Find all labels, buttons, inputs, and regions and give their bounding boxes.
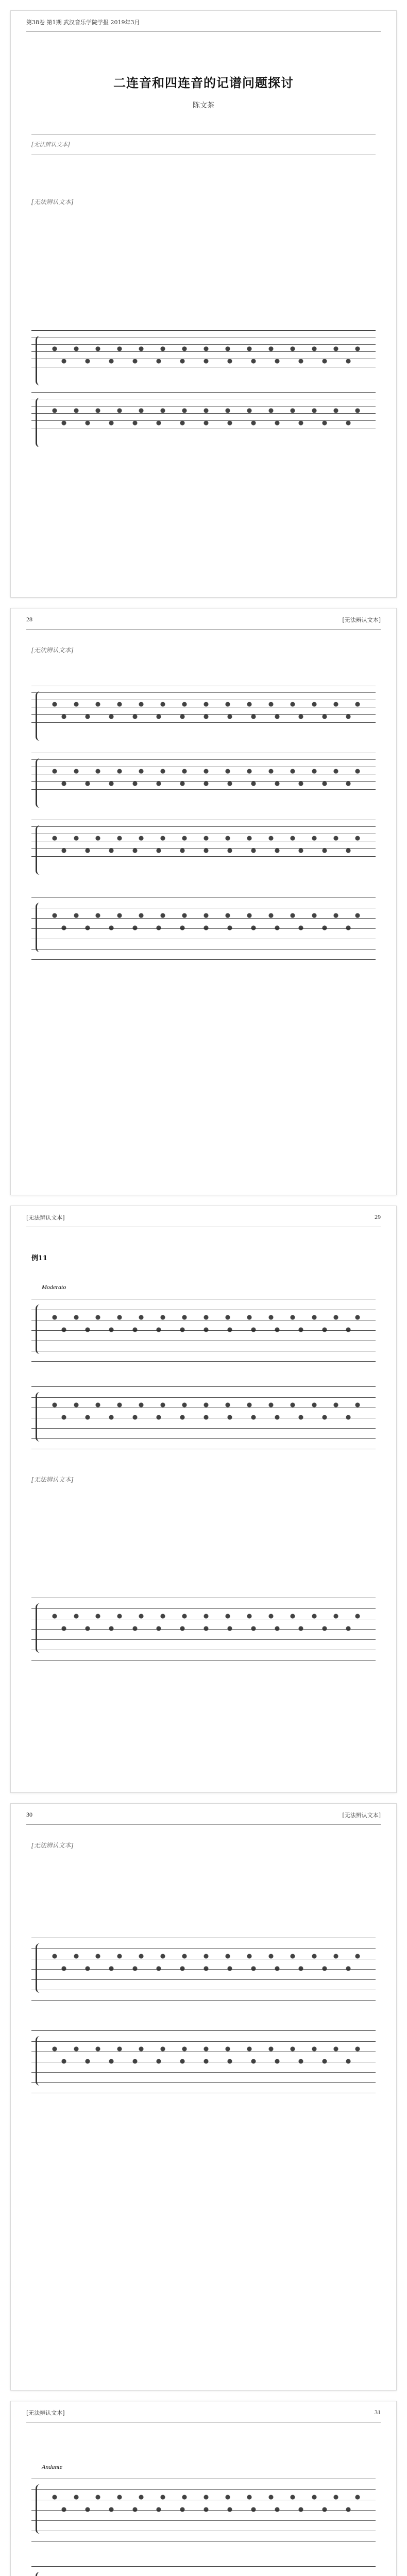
page-3-body	[31, 1474, 376, 1485]
tempo-marking: Moderato	[42, 1283, 66, 1291]
music-example-4	[31, 753, 376, 790]
music-notes	[52, 769, 367, 800]
journal-page-1	[10, 10, 397, 598]
page-number: 30	[26, 1811, 32, 1818]
header-rule	[26, 629, 381, 630]
music-notes	[52, 346, 367, 377]
music-example-12	[31, 1598, 376, 1660]
page-number: 29	[375, 1213, 381, 1221]
journal-page-5	[10, 2401, 397, 2576]
music-example-1	[31, 330, 376, 367]
page-4-body	[31, 1840, 376, 1851]
music-example-11	[31, 1299, 376, 1362]
page-4-body-text: [无法辨认文本]	[31, 1842, 74, 1849]
music-example-14	[31, 2479, 376, 2541]
music-example-3	[31, 686, 376, 723]
tempo-marking: Andante	[42, 2463, 62, 2470]
journal-page-2	[10, 608, 397, 1195]
music-example-11b	[31, 1386, 376, 1449]
music-example-6	[31, 897, 376, 960]
music-example-2	[31, 392, 376, 429]
page-2-body-text: [无法辨认文本]	[31, 647, 74, 654]
header-rule	[26, 31, 381, 32]
music-notes	[52, 702, 367, 733]
music-example-13b	[31, 2030, 376, 2093]
article-title-block	[31, 73, 376, 110]
journal-page-4	[10, 1803, 397, 2391]
page-3-body-text: [无法辨认文本]	[31, 1476, 74, 1483]
article-author: 陈文茶	[193, 101, 214, 110]
music-notes	[52, 408, 367, 439]
page-header: 第38卷 第1期 武汉音乐学院学报 2019年3月	[26, 19, 140, 26]
music-example-13	[31, 1938, 376, 2001]
music-notes	[52, 1315, 367, 1346]
article-title: 二连音和四连音的记谱问题探讨	[113, 75, 294, 90]
page-header: [无法辨认文本]	[26, 2410, 65, 2416]
example-label: 例11	[31, 1255, 48, 1262]
page-number: 31	[375, 2409, 381, 2416]
music-notes	[52, 2046, 367, 2077]
music-notes	[52, 1402, 367, 1433]
page-1-body	[31, 196, 376, 208]
music-notes	[52, 836, 367, 867]
article-meta	[31, 134, 376, 155]
music-example-14b	[31, 2566, 376, 2576]
header-rule	[26, 1824, 381, 1825]
page-header: [无法辨认文本]	[26, 1214, 65, 1221]
meta-text: [无法辨认文本]	[31, 141, 70, 148]
music-notes	[52, 913, 367, 944]
music-notes	[52, 1954, 367, 1985]
music-notes	[52, 2495, 367, 2526]
page-1-body-text: [无法辨认文本]	[31, 198, 74, 206]
page-number: 28	[26, 616, 32, 623]
journal-page-3	[10, 1206, 397, 1793]
music-example-5	[31, 820, 376, 857]
page-2-body	[31, 645, 376, 656]
page-header: [无法辨认文本]	[342, 1812, 381, 1819]
music-notes	[52, 1614, 367, 1645]
page-header: [无法辨认文本]	[342, 617, 381, 623]
